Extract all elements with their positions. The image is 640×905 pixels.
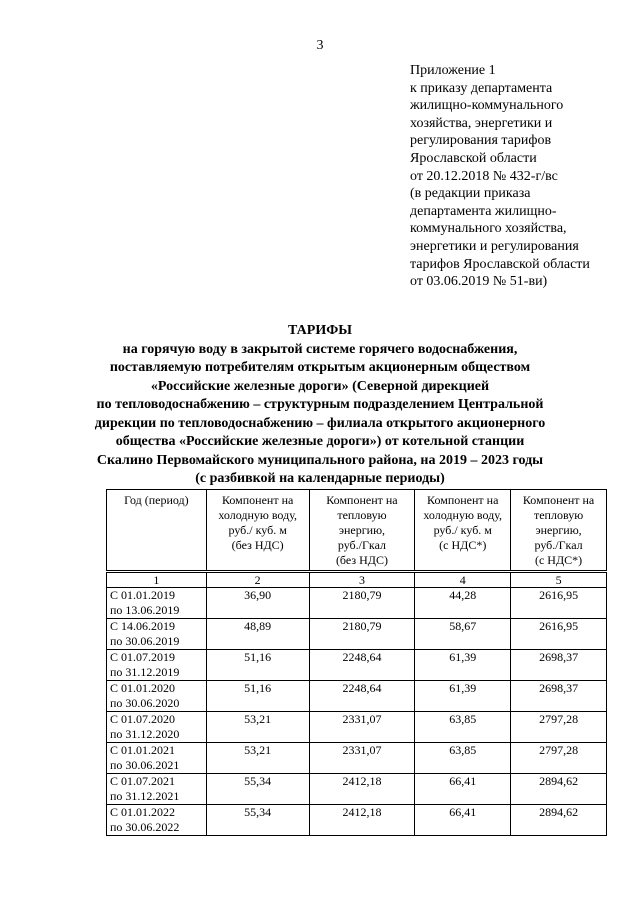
column-header-line: тепловую [337, 508, 387, 522]
appendix-line: тарифов Ярославской области [410, 256, 590, 272]
table-row [107, 774, 607, 805]
period-to: по 30.06.2020 [110, 696, 180, 710]
appendix-line: хозяйства, энергетики и [410, 115, 553, 131]
tariff-value-heat: 2412,18 [309, 774, 415, 805]
period-to: по 31.12.2019 [110, 665, 180, 679]
column-header [415, 490, 511, 572]
title-line: дирекции по тепловодоснабжению – филиала открытого акционерного [94, 415, 546, 431]
tariff-value-heat-vat: 2894,62 [511, 805, 607, 836]
period-to: по 30.06.2019 [110, 634, 180, 648]
period-cell [107, 774, 207, 805]
column-header-line: Компонент на [522, 493, 595, 507]
period-from: С 01.07.2019 [110, 650, 176, 664]
period-cell [107, 805, 207, 836]
period-cell [107, 619, 207, 650]
tariff-value-heat: 2331,07 [309, 712, 415, 743]
title-line: Скалино Первомайского муниципального района, на 2019 – 2023 годы [96, 452, 544, 468]
column-header-line: руб./ куб. м [433, 523, 492, 537]
title-line: поставляемую потребителям открытым акционерным обществом [109, 360, 531, 375]
appendix-line: департамента жилищно- [410, 203, 557, 219]
period-cell [107, 681, 207, 712]
column-header-line: (с НДС*) [534, 553, 583, 567]
table-row [107, 619, 607, 650]
tariff-value-cold: 53,21 [206, 743, 309, 774]
tariff-value-heat: 2412,18 [309, 805, 415, 836]
column-header-line: энергию, [535, 523, 582, 537]
tariff-value-cold-vat: 66,41 [415, 805, 511, 836]
column-header-line: руб./Гкал [534, 538, 583, 552]
period-cell [107, 650, 207, 681]
column-header-line: тепловую [533, 508, 584, 522]
title-line: общества «Российские железные дороги») от котельной станции [115, 434, 525, 449]
tariff-value-heat: 2180,79 [309, 619, 415, 650]
title-line: по тепловодоснабжению – структурным подразделением Центральной [96, 397, 544, 412]
period-to: по 31.12.2021 [110, 789, 180, 803]
title-line: на горячую воду в закрытой системе горячего водоснабжения, [122, 341, 518, 357]
column-header-line: энергию, [338, 523, 386, 537]
period-from: С 01.07.2020 [110, 712, 176, 726]
appendix-line: энергетики и регулирования [410, 238, 579, 254]
appendix-line: Ярославской области [410, 150, 537, 166]
appendix-line: (в редакции приказа [410, 186, 531, 202]
tariff-value-cold: 48,89 [206, 619, 309, 650]
column-number-row [107, 572, 607, 588]
appendix-line: к приказу департамента [410, 80, 553, 96]
period-to: по 31.12.2020 [110, 727, 180, 741]
tariff-value-cold: 36,90 [206, 588, 309, 619]
period-from: С 01.07.2021 [110, 774, 176, 788]
period-from: С 01.01.2019 [110, 588, 176, 602]
column-number: 3 [309, 572, 415, 588]
tariff-value-heat-vat: 2797,28 [511, 743, 607, 774]
tariff-value-cold-vat: 58,67 [415, 619, 511, 650]
table-body [107, 588, 607, 836]
table-row [107, 712, 607, 743]
table-row [107, 743, 607, 774]
tariff-value-cold-vat: 61,39 [415, 681, 511, 712]
tariff-value-cold: 55,34 [206, 774, 309, 805]
tariff-value-heat: 2331,07 [309, 743, 415, 774]
period-cell [107, 588, 207, 619]
table-header-row [107, 490, 607, 572]
title-line: «Российские железные дороги» (Северной дирекцией [150, 378, 490, 394]
tariff-value-heat-vat: 2616,95 [511, 588, 607, 619]
column-header [206, 490, 309, 572]
period-from: С 14.06.2019 [110, 619, 176, 633]
column-header [309, 490, 415, 572]
tariff-value-heat-vat: 2698,37 [511, 650, 607, 681]
table-row [107, 650, 607, 681]
column-number: 5 [511, 572, 607, 588]
table-row [107, 805, 607, 836]
column-header-line: холодную воду, [423, 508, 503, 522]
table-row [107, 681, 607, 712]
column-header-line: (без НДС) [231, 538, 284, 552]
tariff-value-cold: 55,34 [206, 805, 309, 836]
period-to: по 30.06.2021 [110, 758, 180, 772]
appendix-line: коммунального хозяйства, [410, 221, 567, 237]
column-header [511, 490, 607, 572]
tariff-value-heat-vat: 2698,37 [511, 681, 607, 712]
table-row [107, 588, 607, 619]
period-from: С 01.01.2022 [110, 805, 176, 819]
tariff-value-heat-vat: 2894,62 [511, 774, 607, 805]
period-to: по 13.06.2019 [110, 603, 180, 617]
title-line: (с разбивкой на календарные периоды) [195, 471, 445, 486]
column-header-line: руб./Гкал [337, 538, 387, 552]
tariff-value-cold-vat: 63,85 [415, 743, 511, 774]
tariffs-table [106, 489, 607, 836]
column-header-line: Год (период) [124, 493, 189, 507]
tariff-value-heat-vat: 2797,28 [511, 712, 607, 743]
column-number: 4 [415, 572, 511, 588]
tariff-value-heat-vat: 2616,95 [511, 619, 607, 650]
appendix-line: регулирования тарифов [410, 133, 552, 149]
document-title [60, 322, 580, 489]
tariff-value-cold-vat: 63,85 [415, 712, 511, 743]
appendix-note [410, 62, 625, 291]
column-number: 1 [107, 572, 207, 588]
tariff-value-cold-vat: 44,28 [415, 588, 511, 619]
column-header-line: Компонент на [427, 493, 499, 507]
tariff-value-cold: 51,16 [206, 650, 309, 681]
tariff-value-cold: 53,21 [206, 712, 309, 743]
appendix-line: от 20.12.2018 № 432-г/вс [410, 168, 558, 184]
period-to: по 30.06.2022 [110, 820, 180, 834]
appendix-line: от 03.06.2019 № 51-ви) [410, 274, 548, 290]
column-header-line: руб./ куб. м [228, 523, 287, 537]
period-from: С 01.01.2021 [110, 743, 176, 757]
appendix-line: жилищно-коммунального [410, 98, 564, 114]
title-heading: ТАРИФЫ [288, 323, 352, 338]
page-number: 3 [316, 38, 324, 53]
tariff-value-cold: 51,16 [206, 681, 309, 712]
column-header-line: холодную воду, [218, 508, 297, 522]
column-header [107, 490, 207, 572]
tariff-value-heat: 2180,79 [309, 588, 415, 619]
period-cell [107, 712, 207, 743]
column-header-line: (с НДС*) [439, 538, 487, 552]
column-number: 2 [206, 572, 309, 588]
period-from: С 01.01.2020 [110, 681, 176, 695]
appendix-line: Приложение 1 [410, 63, 496, 78]
period-cell [107, 743, 207, 774]
tariff-value-cold-vat: 66,41 [415, 774, 511, 805]
column-header-line: Компонент на [221, 493, 294, 507]
column-header-line: (без НДС) [335, 553, 388, 567]
tariff-value-cold-vat: 61,39 [415, 650, 511, 681]
tariff-value-heat: 2248,64 [309, 681, 415, 712]
tariff-value-heat: 2248,64 [309, 650, 415, 681]
column-header-line: Компонент на [326, 493, 398, 507]
